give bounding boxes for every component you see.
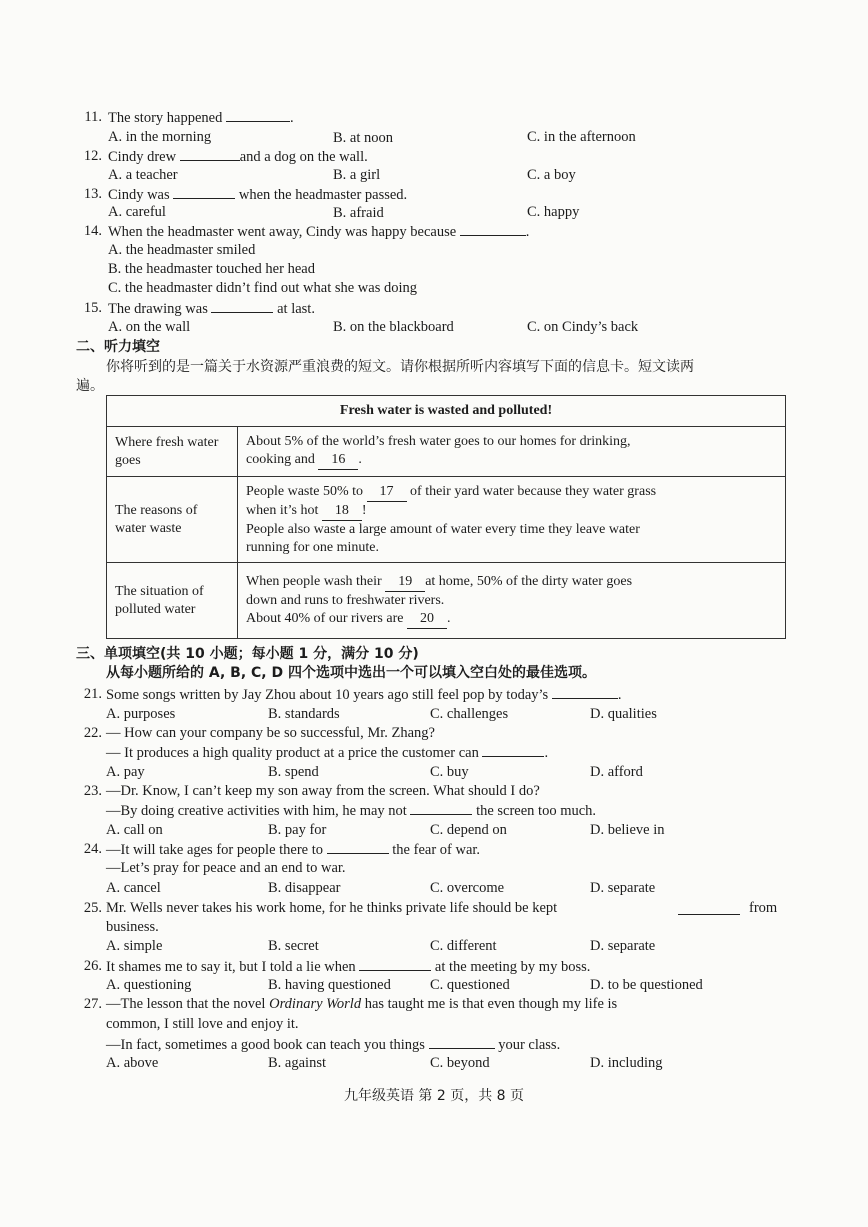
option-b: B. pay for [268, 822, 327, 838]
section-instruction-cont: 遍。 [76, 378, 104, 394]
question-number: 12. [83, 148, 102, 164]
question-line: —Let’s pray for peace and an end to war. [106, 860, 346, 876]
row-content-where [238, 427, 786, 477]
row-label-situation: The situation of polluted water [107, 563, 238, 639]
option-b: B. disappear [268, 880, 341, 896]
question-number: 26. [83, 958, 102, 974]
option-c: C. different [430, 938, 497, 954]
option-c: C. on Cindy’s back [527, 319, 639, 335]
option-d: D. afford [590, 764, 643, 780]
answer-blank [359, 957, 431, 971]
question-line: —By doing creative activities with him, he may not the screen too much. [106, 803, 597, 819]
option-b: B. secret [268, 938, 319, 954]
option-c: C. in the afternoon [527, 129, 636, 145]
question-stem: The drawing was at last. [108, 301, 315, 317]
answer-blank [410, 801, 472, 815]
card-text: when it’s hot 18 ! [246, 502, 777, 521]
question-stem: Cindy was when the headmaster passed. [108, 187, 408, 203]
answer-blank [211, 299, 273, 313]
question-number: 15. [83, 300, 102, 316]
answer-blank [226, 108, 290, 122]
question-stem: When the headmaster went away, Cindy was happy because . [108, 224, 530, 240]
question-number: 11. [84, 109, 102, 125]
row-content-situation [238, 563, 786, 639]
option-b: B. a girl [333, 167, 381, 183]
section-instruction: 从每小题所给的 A, B, C, D 四个选项中选出一个可以填入空白处的最佳选项。 [106, 665, 596, 681]
option-c: C. challenges [430, 706, 509, 722]
question-number: 13. [83, 186, 102, 202]
answer-blank [429, 1035, 495, 1049]
answer-blank [327, 840, 389, 854]
option-c: C. depend on [430, 822, 507, 838]
option-b: B. having questioned [268, 977, 391, 993]
option-a: A. in the morning [108, 129, 212, 145]
option-d: D. qualities [590, 706, 657, 722]
question-number: 22. [83, 725, 102, 741]
question-line: —Dr. Know, I can’t keep my son away from the screen. What should I do? [106, 783, 540, 799]
card-text: cooking and 16 . [246, 451, 777, 470]
info-card-table [106, 395, 786, 639]
option-d: D. to be questioned [590, 977, 703, 993]
option-a: A. call on [106, 822, 163, 838]
question-stem: Some songs written by Jay Zhou about 10 years ago still feel pop by today’s . [106, 687, 622, 703]
card-text: running for one minute. [246, 539, 379, 555]
option-a: A. simple [106, 938, 163, 954]
answer-blank [678, 901, 740, 915]
blank-16: 16 [318, 451, 358, 470]
option-b: B. spend [268, 764, 319, 780]
option-c: C. buy [430, 764, 469, 780]
card-text: down and runs to freshwater rivers. [246, 592, 445, 608]
question-line: business. [106, 919, 159, 935]
row-label-where: Where fresh water goes [107, 427, 238, 477]
question-line: Mr. Wells never takes his work home, for he thinks private life should be kept [106, 900, 558, 916]
answer-blank [482, 743, 544, 757]
option-a: A. the headmaster smiled [108, 242, 256, 258]
option-b: B. standards [268, 706, 340, 722]
question-line: —In fact, sometimes a good book can teach you things your class. [106, 1037, 561, 1053]
answer-blank [552, 685, 618, 699]
option-c: C. overcome [430, 880, 505, 896]
blank-17: 17 [367, 483, 407, 502]
card-text: People waste 50% to 17 of their yard water because they water grass [246, 483, 777, 502]
question-number: 14. [83, 223, 102, 239]
option-c: C. questioned [430, 977, 510, 993]
answer-blank [180, 147, 240, 161]
question-number: 23. [83, 783, 102, 799]
question-number: 24. [83, 841, 102, 857]
answer-blank [173, 185, 235, 199]
question-line: from [749, 900, 778, 916]
card-text: About 5% of the world’s fresh water goes to our homes for drinking, [246, 434, 631, 449]
section-title: 二、听力填空 [76, 339, 160, 355]
question-line: It shames me to say it, but I told a lie when at the meeting by my boss. [106, 959, 591, 975]
option-c: C. the headmaster didn’t find out what she was doing [108, 280, 418, 296]
option-a: A. cancel [106, 880, 161, 896]
question-line: —It will take ages for people there to the fear of war. [106, 842, 481, 858]
option-b: B. at noon [333, 130, 394, 146]
row-content-reasons [238, 477, 786, 563]
blank-20: 20 [407, 610, 447, 629]
option-d: D. including [590, 1055, 663, 1071]
option-b: B. on the blackboard [333, 319, 454, 335]
option-a: A. purposes [106, 706, 176, 722]
option-b: B. afraid [333, 205, 384, 221]
question-stem: Cindy drew and a dog on the wall. [108, 149, 368, 165]
question-line: common, I still love and enjoy it. [106, 1016, 299, 1032]
blank-18: 18 [322, 502, 362, 521]
option-a: A. careful [108, 204, 166, 220]
info-card-title: Fresh water is wasted and polluted! [107, 396, 786, 427]
option-a: A. above [106, 1055, 159, 1071]
question-number: 27. [83, 996, 102, 1012]
option-b: B. the headmaster touched her head [108, 261, 315, 277]
answer-blank [460, 222, 526, 236]
card-text: People also waste a large amount of water every time they leave water [246, 521, 640, 537]
card-text: About 40% of our rivers are 20 . [246, 610, 777, 629]
question-stem: The story happened . [108, 110, 294, 126]
section-title: 三、单项填空(共 10 小题；每小题 1 分，满分 10 分) [76, 646, 419, 662]
option-a: A. on the wall [108, 319, 191, 335]
blank-19: 19 [385, 573, 425, 592]
question-line: — How can your company be so successful, Mr. Zhang? [106, 725, 435, 741]
option-c: C. beyond [430, 1055, 490, 1071]
row-label-reasons: The reasons of water waste [107, 477, 238, 563]
option-a: A. a teacher [108, 167, 178, 183]
option-d: D. believe in [590, 822, 665, 838]
option-d: D. separate [590, 880, 656, 896]
option-d: D. separate [590, 938, 656, 954]
question-line: —The lesson that the novel Ordinary World has taught me is that even though my life is [106, 996, 618, 1012]
option-a: A. pay [106, 764, 145, 780]
question-line: — It produces a high quality product at a price the customer can . [106, 745, 549, 761]
question-number: 21. [83, 686, 102, 702]
option-c: C. a boy [527, 167, 576, 183]
question-number: 25. [83, 900, 102, 916]
section-instruction: 你将听到的是一篇关于水资源严重浪费的短文。请你根据所听内容填写下面的信息卡。短文读两 [106, 359, 694, 375]
page-footer: 九年级英语 第 2 页，共 8 页 [343, 1088, 525, 1104]
card-text: When people wash their 19 at home, 50% of the dirty water goes [246, 573, 777, 592]
option-c: C. happy [527, 204, 580, 220]
option-a: A. questioning [106, 977, 192, 993]
option-b: B. against [268, 1055, 326, 1071]
